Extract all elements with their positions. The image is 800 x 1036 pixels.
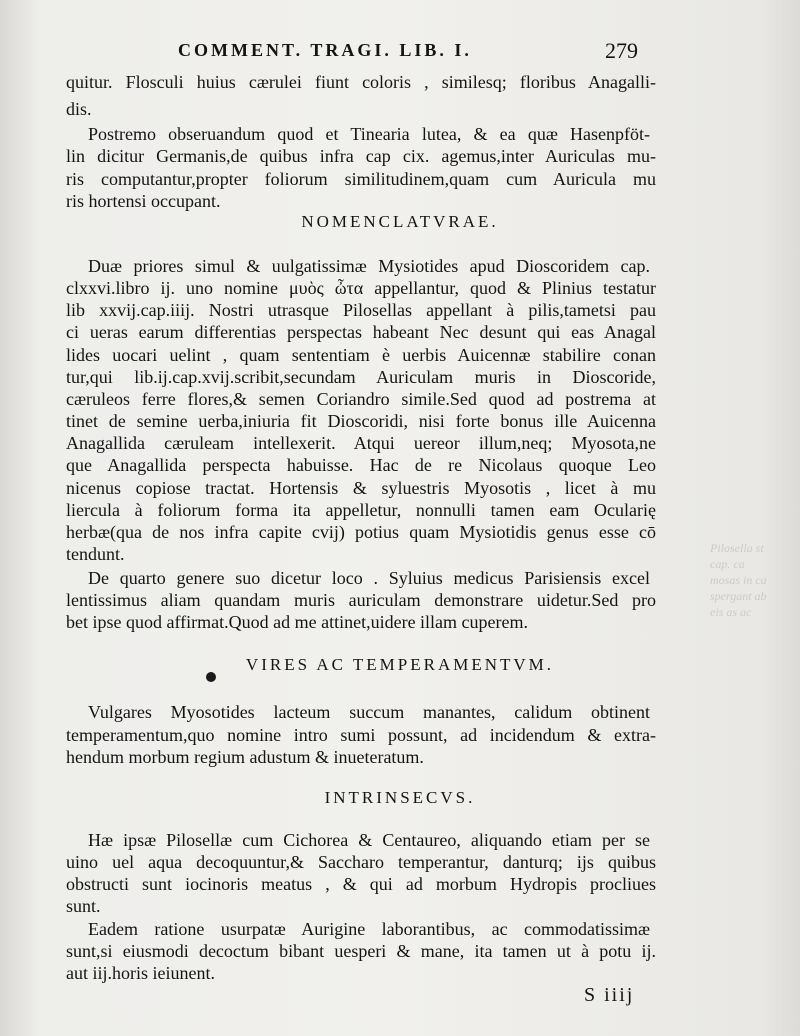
text-line: ci ueras earum differentias perspectas habeant Nec desunt qui eas Anagal (66, 322, 656, 342)
section-heading-nomenclature: NOMENCLATVRAE. (301, 212, 499, 231)
text-line: Vulgares Myosotides lacteum succum manantes, calidum obtinent (88, 702, 650, 722)
text-line: uino uel aqua decoquuntur,& Saccharo temperantur, danturq; ijs quibus (66, 852, 656, 872)
running-header (178, 40, 638, 68)
text-line: temperamentum,quo nomine intro sumi possunt, ad incidendum & extra- (66, 725, 656, 745)
text-line: Hæ ipsæ Pilosellæ cum Cichorea & Centaureo, aliquando etiam per se (88, 830, 650, 850)
text-line: herbæ(qua de nos infra capite cvij) potius quam Mysiotidis genus esse cō (66, 522, 656, 542)
text-line: lides uocari uelint , quam sententiam è uerbis Auicennæ stabilire conan (66, 345, 656, 365)
bleed-line: Pilosella st (710, 541, 764, 555)
section-heading-vires: VIRES AC TEMPERAMENTVM. (245, 655, 555, 674)
text-line: que Anagallida perspecta habuisse. Hac de re Nicolaus quoque Leo (66, 455, 656, 475)
text-line: Postremo obseruandum quod et Tinearia lutea, & ea quæ Hasenpföt- (88, 124, 650, 144)
text-line: liercula à foliorum forma ita appelletur, nonnulli tamen eam Ocularię (66, 500, 656, 520)
bleed-line: spergant ab (710, 589, 767, 603)
text-line: nicenus copiose tractat. Hortensis & syluestris Myosotis , licet à mu (66, 478, 656, 498)
text-line: lib xxvij.cap.iiij. Nostri utrasque Pilosellas appellant à pilis,tametsi pau (66, 300, 656, 320)
text-line: Duæ priores simul & uulgatissimæ Mysiotides apud Dioscoridem cap. (88, 256, 650, 276)
text-line: sunt,si eiusmodi decoctum bibant uesperi & mane, ita tamen ut à potu ij. (66, 941, 656, 961)
ink-spot (206, 672, 216, 682)
text-line: bet ipse quod affirmat.Quod ad me attinet,uidere illam cuperem. (66, 612, 529, 632)
page-number: 279 (605, 38, 638, 63)
section-heading-intrinsecus: INTRINSECVS. (324, 788, 476, 807)
text-line: lin dicitur Germanis,de quibus infra cap cix. agemus,inter Auriculas mu- (66, 146, 656, 166)
text-line: ris computantur,propter foliorum similitudinem,quam cum Auricula mu (66, 169, 656, 189)
text-line: tendunt. (66, 544, 125, 564)
signature-mark: S iiij (584, 984, 635, 1006)
text-line: Anagallida cæruleam intellexerit. Atqui uereor illum,neq; Myosota,ne (66, 433, 656, 453)
text-line: tinet de semine uerba,iniuria fit Dioscoridi, nisi forte bonus ille Auicenna (66, 411, 656, 431)
text-line: tur,qui lib.ij.cap.xvij.scribit,secundam Auriculam muris in Dioscoride, (66, 367, 656, 387)
text-line: quitur. Flosculi huius cærulei fiunt coloris , similesq; floribus Anagalli- (66, 72, 656, 92)
text-line: cæruleos ferre flores,& semen Coriandro simile.Sed quod ad postrema at (66, 389, 656, 409)
text-line: sunt. (66, 896, 101, 916)
text-line: obstructi sunt iocinoris meatus , & qui ad morbum Hydropis procliues (66, 874, 656, 894)
bleed-line: eis as ac (710, 605, 752, 619)
bleed-line: mosas in ca (710, 573, 767, 587)
text-line: hendum morbum regium adustum & inueteratum. (66, 747, 424, 767)
text-line: De quarto genere suo dicetur loco . Syluius medicus Parisiensis excel (88, 568, 650, 588)
text-line: ris hortensi occupant. (66, 191, 221, 211)
running-title: COMMENT. TRAGI. LIB. I. (178, 40, 472, 60)
text-line: dis. (66, 99, 92, 119)
bleed-through-text (710, 540, 800, 660)
text-line: aut iij.horis ieiunent. (66, 963, 215, 983)
text-line: clxxvi.libro ij. uno nomine μυὸς ὦτα appellantur, quod & Plinius testatur (66, 278, 656, 298)
text-line: Eadem ratione usurpatæ Aurigine laborantibus, ac commodatissimæ (88, 919, 650, 939)
bleed-line: cap. ca (710, 557, 745, 571)
text-line: lentissimus aliam quandam muris auriculam demonstrare uidetur.Sed pro (66, 590, 656, 610)
